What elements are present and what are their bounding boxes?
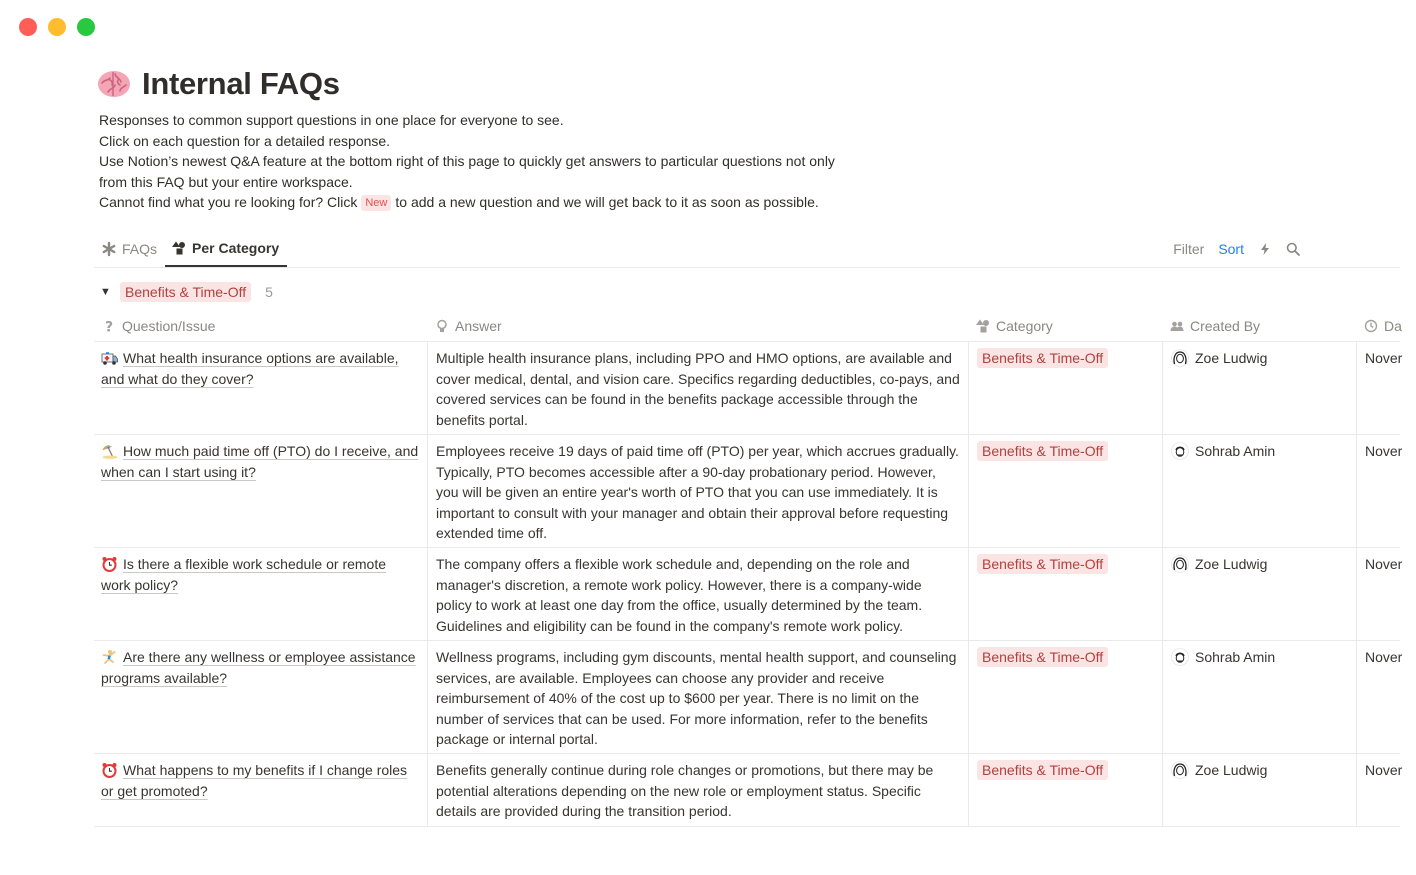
column-header-created-by[interactable] <box>1162 310 1356 341</box>
column-title: Category <box>996 317 1053 334</box>
avatar <box>1171 648 1189 666</box>
svg-text:?: ? <box>105 319 114 335</box>
person <box>1171 554 1348 575</box>
question-text[interactable]: What health insurance options are available, and what do they cover? <box>101 350 399 387</box>
date-cell[interactable]: Nover <box>1356 435 1416 547</box>
created-by-cell[interactable] <box>1162 641 1356 753</box>
table-row[interactable] <box>94 548 1403 641</box>
description-cta <box>99 192 879 213</box>
category-cell[interactable] <box>968 548 1162 640</box>
page-title[interactable]: Internal FAQs <box>142 66 340 101</box>
cta-text-before: Cannot find what you re looking for? Click <box>99 194 358 210</box>
person-stretching-icon <box>101 649 118 665</box>
caret-down-icon[interactable]: ▼ <box>100 286 111 298</box>
date-cell[interactable]: Nover <box>1356 548 1416 640</box>
person-name: Zoe Ludwig <box>1195 556 1268 572</box>
question-cell[interactable] <box>94 342 427 434</box>
question-cell[interactable] <box>94 435 427 547</box>
date-cell[interactable]: Nover <box>1356 342 1416 434</box>
answer-cell[interactable]: Wellness programs, including gym discounts, mental health support, and counseling services, are available. Employees can choose any provider and receive reimbursement of 40% of the cost up to $600 per year. There is no limit on the number of services that can be used. For more information, refer to the benefits package or internal portal. <box>427 641 968 753</box>
shapes-icon <box>172 241 186 255</box>
asterisk-icon <box>102 242 116 256</box>
question-mark-icon <box>102 319 116 333</box>
answer-cell[interactable]: Employees receive 19 days of paid time off (PTO) per year, which accrues gradually. Typically, PTO becomes accessible after a 90-day probationary period. However, you will be given an entire year's worth of PTO that you can use immediately. It is important to consult with your manager and obtain their approval before requesting extended time off. <box>427 435 968 547</box>
question-text[interactable]: How much paid time off (PTO) do I receive, and when can I start using it? <box>101 443 419 480</box>
tab-per-category[interactable] <box>165 231 287 267</box>
group-label: Benefits & Time-Off <box>120 282 251 302</box>
minimize-window-button[interactable] <box>48 18 66 36</box>
tab-label: FAQs <box>122 240 158 257</box>
group-count: 5 <box>265 284 273 300</box>
category-tag: Benefits & Time-Off <box>977 760 1108 780</box>
category-cell[interactable] <box>968 435 1162 547</box>
lightning-icon[interactable] <box>1258 242 1272 256</box>
page-description <box>99 110 879 213</box>
table-row[interactable] <box>94 754 1403 827</box>
column-title: Da <box>1384 317 1402 334</box>
person-name: Sohrab Amin <box>1195 649 1276 665</box>
tab-label: Per Category <box>192 240 280 256</box>
column-title: Created By <box>1190 317 1261 334</box>
question-cell[interactable] <box>94 548 427 640</box>
faq-table <box>94 310 1403 827</box>
question-text[interactable]: Is there a flexible work schedule or remote work policy? <box>101 556 387 593</box>
column-title: Question/Issue <box>122 317 216 334</box>
column-title: Answer <box>455 317 502 334</box>
date-cell[interactable]: Nover <box>1356 754 1416 826</box>
category-tag: Benefits & Time-Off <box>977 441 1108 461</box>
group-header <box>100 281 273 303</box>
close-window-button[interactable] <box>19 18 37 36</box>
description-line: from this FAQ but your entire workspace. <box>99 173 353 190</box>
question-text[interactable]: What happens to my benefits if I change roles or get promoted? <box>101 762 408 799</box>
column-header-date[interactable] <box>1356 310 1416 341</box>
category-tag: Benefits & Time-Off <box>977 554 1108 574</box>
person <box>1171 348 1348 369</box>
category-tag: Benefits & Time-Off <box>977 647 1108 667</box>
beach-umbrella-icon <box>101 443 118 459</box>
column-header-question[interactable] <box>94 310 427 341</box>
cta-text-after: to add a new question and we will get back to it as soon as possible. <box>395 194 819 210</box>
category-tag: Benefits & Time-Off <box>977 348 1108 368</box>
clock-icon <box>1364 319 1378 333</box>
avatar <box>1171 555 1189 573</box>
created-by-cell[interactable] <box>1162 548 1356 640</box>
shapes-icon <box>976 319 990 333</box>
category-cell[interactable] <box>968 641 1162 753</box>
person-name: Zoe Ludwig <box>1195 762 1268 778</box>
people-icon <box>1170 319 1184 333</box>
sort-button[interactable]: Sort <box>1218 240 1244 257</box>
answer-cell[interactable]: The company offers a flexible work schedule and, depending on the role and manager's discretion, a remote work policy. However, there is a company-wide policy to work at least one day from the office, usually determined by the team. Guidelines and eligibility can be found in the company's remote work policy. <box>427 548 968 640</box>
created-by-cell[interactable] <box>1162 435 1356 547</box>
zoom-window-button[interactable] <box>77 18 95 36</box>
tab-faqs[interactable] <box>102 231 157 266</box>
answer-cell[interactable]: Benefits generally continue during role changes or promotions, but there may be potential alterations depending on the new role or employment status. Specific details are provided during the transition period. <box>427 754 968 826</box>
table-header <box>94 310 1400 342</box>
table-row[interactable] <box>94 641 1403 754</box>
person <box>1171 760 1348 781</box>
view-toolbar <box>1173 231 1300 266</box>
filter-button[interactable]: Filter <box>1173 240 1205 257</box>
person-name: Zoe Ludwig <box>1195 350 1268 366</box>
lightbulb-icon <box>435 319 449 333</box>
avatar <box>1171 761 1189 779</box>
answer-cell[interactable]: Multiple health insurance plans, including PPO and HMO options, are available and cover medical, dental, and vision care. Specifics regarding deductibles, co-pays, and covered services can be found in the benefits package accessible through the benefits portal. <box>427 342 968 434</box>
category-cell[interactable] <box>968 342 1162 434</box>
category-cell[interactable] <box>968 754 1162 826</box>
alarm-clock-icon <box>101 556 118 572</box>
person <box>1171 647 1348 668</box>
avatar <box>1171 442 1189 460</box>
alarm-clock-icon <box>101 762 118 778</box>
person <box>1171 441 1348 462</box>
table-row[interactable] <box>94 342 1403 435</box>
person-name: Sohrab Amin <box>1195 443 1276 459</box>
column-header-category[interactable] <box>968 310 1162 341</box>
question-cell[interactable] <box>94 754 427 826</box>
column-header-answer[interactable] <box>427 310 968 341</box>
question-text[interactable]: Are there any wellness or employee assistance programs available? <box>101 649 416 686</box>
view-tabs <box>94 231 1400 268</box>
date-cell[interactable]: Nover <box>1356 641 1416 753</box>
new-tag: New <box>361 195 391 211</box>
description-line: Responses to common support questions in one place for everyone to see. <box>99 112 564 128</box>
created-by-cell[interactable] <box>1162 754 1356 826</box>
search-icon[interactable] <box>1286 242 1300 256</box>
ambulance-icon <box>101 350 118 366</box>
description-line: Use Notion’s newest Q&A feature at the bottom right of this page to quickly get answers to particular questions not only <box>99 153 835 169</box>
brain-icon[interactable] <box>96 66 132 102</box>
window-controls <box>19 18 95 36</box>
question-cell[interactable] <box>94 641 427 753</box>
page-header <box>96 66 340 102</box>
avatar <box>1171 349 1189 367</box>
description-line: Click on each question for a detailed response. <box>99 132 391 149</box>
created-by-cell[interactable] <box>1162 342 1356 434</box>
table-row[interactable] <box>94 435 1403 548</box>
